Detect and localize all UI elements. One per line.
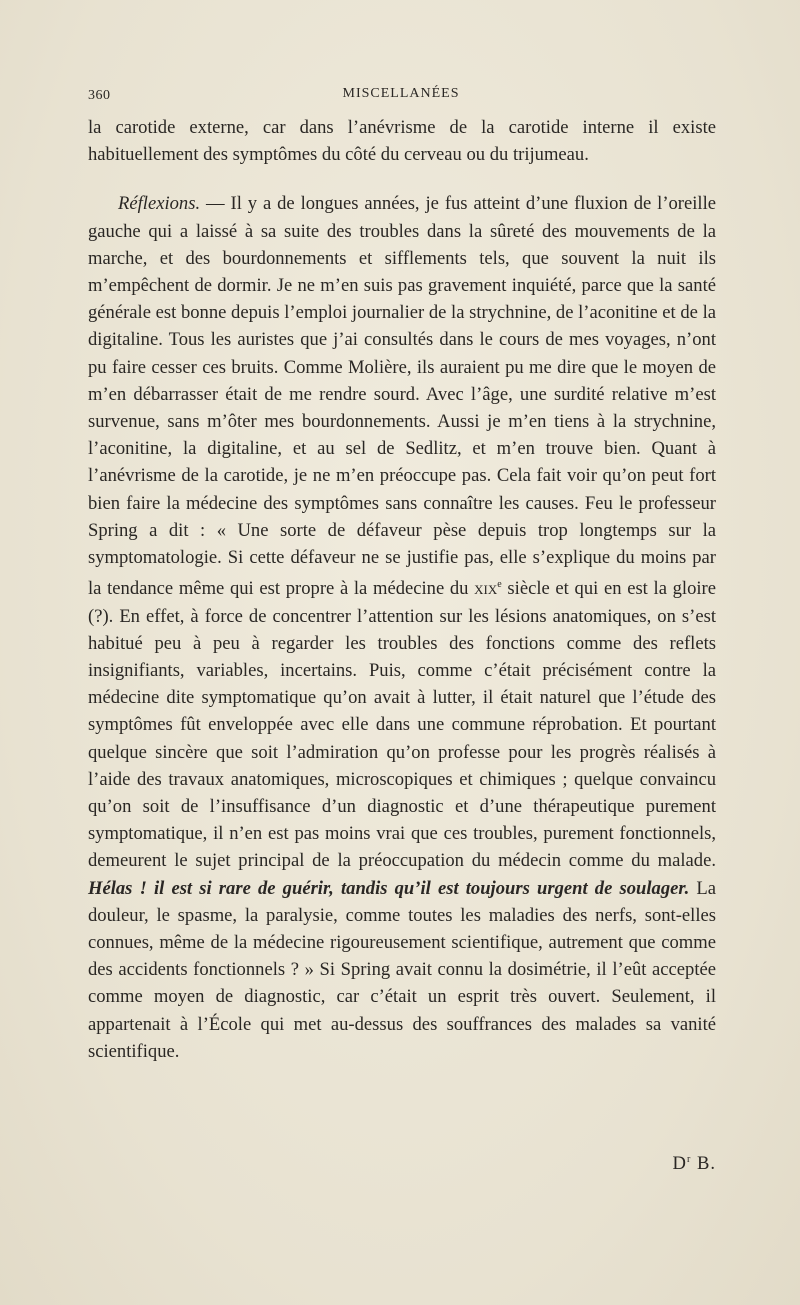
paragraph-reflexions [88, 190, 716, 1065]
author-signature [580, 1153, 716, 1175]
page-header [88, 86, 714, 108]
page-number: 360 [88, 88, 111, 103]
reflexions-text-part-1: — Il y a de longues années, je fus atteint d’une fluxion de l’oreille gauche qui a laissé à sa suite des troubles dans la sûreté des mouvements de la marche, et des bourdonnements et sifflements tels, que souvent la nuit ils m’empêchent de dormir. Je ne m’en suis pas gravement inquiété, parce que la santé générale est bonne depuis l’emploi journalier de la strychnine, de l’aconitine et de la digitaline. Tous les auristes que j’ai consultés dans le cours de mes voyages, n’ont pu faire cesser ces bruits. Comme Molière, ils auraient pu me dire que le moyen de m’en débarrasser était de me rendre sourd. Avec l’âge, une surdité relative m’est survenue, sans m’ôter mes bourdonnements. Aussi je m’en tiens à la strychnine, l’aconitine, la digitaline, et au sel de Sedlitz, et m’en trouve bien. Quant à l’anévrisme de la carotide, je ne m’en préoccupe pas. Cela fait voir qu’on peut fort bien faire la médecine des symptômes sans connaître les causes. Feu le professeur Spring a dit : « Une sorte de défaveur pèse depuis trop longtemps sur la symptomatologie. Si cette défaveur ne se justifie pas, elle s’explique du moins par la tendance même qui est propre à la médecine du [88, 193, 716, 600]
body-text [88, 114, 716, 1065]
century-superscript: e [497, 579, 502, 591]
reflexions-text-part-3: La douleur, le spasme, la paralysie, comme toutes les maladies des nerfs, sont-elles connues, même de la médecine rigoureusement scientifique, autrement que comme des accidents fonctionnels ? » Si Spring avait connu la dosimétrie, il l’eût acceptée comme moyen de diagnostic, car c’était un esprit très ouvert. Seulement, il appartenait à l’École qui met au-dessus des souffrances des malades sa vanité scientifique. [88, 877, 716, 1062]
signature-prefix: D [672, 1153, 687, 1174]
reflexions-text-part-2: siècle et qui en est la gloire (?). En effet, à force de concentrer l’attention sur les lésions anatomiques, on s’est habitué peu à peu à regarder les troubles des fonctions comme des reflets insignifiants, variables, incertains. Puis, comme c’était précisément contre la médecine dite symptomatique qu’on avait à lutter, il était naturel que l’étude des symptômes fût enveloppée avec elle dans une commune réprobation. Et pourtant quelque sincère que soit l’admiration qu’on professe pour les progrès réalisés à l’aide des travaux anatomiques, microscopiques et chimiques ; quelque convaincu qu’on soit de l’insuffisance d’un diagnostic et d’une thérapeutique purement symptomatique, il n’en est pas moins vrai que ces troubles, purement fonctionnels, demeurent le sujet principal de la préoccupation du médecin comme du malade. [88, 578, 716, 872]
reflexions-lead-in: Réflexions. [118, 193, 201, 215]
signature-name: B. [691, 1153, 716, 1174]
running-title: MISCELLANÉES [342, 86, 460, 101]
reflexions-emphasis: Hélas ! il est si rare de guérir, tandis qu’il est toujours urgent de soulager. [88, 877, 690, 899]
paragraph-continuation: la carotide externe, car dans l’anévrisme de la carotide interne il existe habituellement des symptômes du côté du cerveau ou du trijumeau. [88, 117, 716, 166]
signature-superscript: r [686, 1153, 692, 1165]
century-numeral: xix [474, 578, 498, 600]
